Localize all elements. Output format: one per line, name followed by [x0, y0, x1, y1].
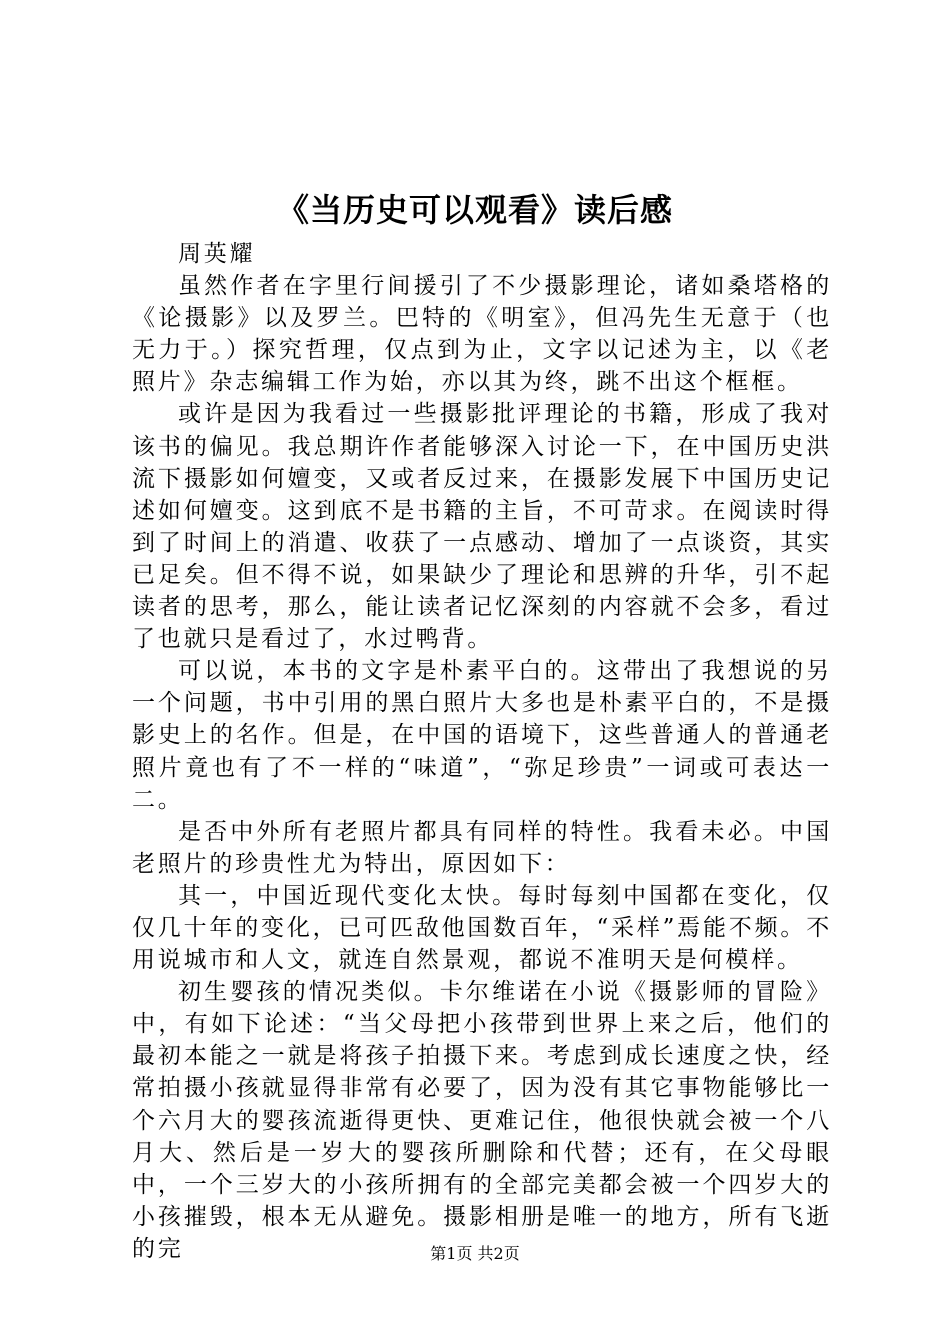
paragraph-4: 是否中外所有老照片都具有同样的特性。我看未必。中国老照片的珍贵性尤为特出，原因如下：: [132, 818, 832, 877]
paragraph-3: 可以说，本书的文字是朴素平白的。这带出了我想说的另一个问题，书中引用的黑白照片大多也是朴素平白的，不是摄影史上的名作。但是，在中国的语境下，这些普通人的普通老照片竟也有了不一样的“味道”，“弥足珍贵”一词或可表达一二。: [132, 658, 832, 813]
paragraph-2: 或许是因为我看过一些摄影批评理论的书籍，形成了我对该书的偏见。我总期许作者能够深入讨论一下，在中国历史洪流下摄影如何嬗变，又或者反过来，在摄影发展下中国历史记述如何嬗变。这到底不是书籍的主旨，不可苛求。在阅读时得到了时间上的消遣、收获了一点感动、增加了一点谈资，其实已足矣。但不得不说，如果缺少了理论和思辨的升华，引不起读者的思考，那么，能让读者记忆深刻的内容就不会多，看过了也就只是看过了，水过鸭背。: [132, 401, 832, 653]
paragraph-1: 虽然作者在字里行间援引了不少摄影理论，诸如桑塔格的《论摄影》以及罗兰。巴特的《明室》，但冯先生无意于（也无力于。）探究哲理，仅点到为止，文字以记述为主，以《老照片》杂志编辑工作为始，亦以其为终，跳不出这个框框。: [132, 273, 832, 396]
author-name: 周英耀: [178, 241, 256, 267]
page-number-footer: 第1页 共2页: [430, 1244, 520, 1263]
document-body: [132, 238, 832, 1265]
document-title: 《当历史可以观看》读后感: [276, 191, 673, 229]
paragraph-6: 初生婴孩的情况类似。卡尔维诺在小说《摄影师的冒险》中，有如下论述：“当父母把小孩带到世界上来之后，他们的最初本能之一就是将孩子拍摄下来。考虑到成长速度之快，经常拍摄小孩就显得非常有必要了，因为没有其它事物能够比一个六月大的婴孩流逝得更快、更难记住，他很快就会被一个八月大、然后是一岁大的婴孩所删除和代替；还有，在父母眼中，一个三岁大的小孩所拥有的全部完美都会被一个四岁大的小孩摧毁，根本无从避免。摄影相册是唯一的地方，所有飞逝的完: [132, 979, 832, 1262]
paragraph-5: 其一，中国近现代变化太快。每时每刻中国都在变化，仅仅几十年的变化，已可匹敌他国数百年，“采样”焉能不频。不用说城市和人文，就连自然景观，都说不准明天是何模样。: [132, 882, 832, 974]
